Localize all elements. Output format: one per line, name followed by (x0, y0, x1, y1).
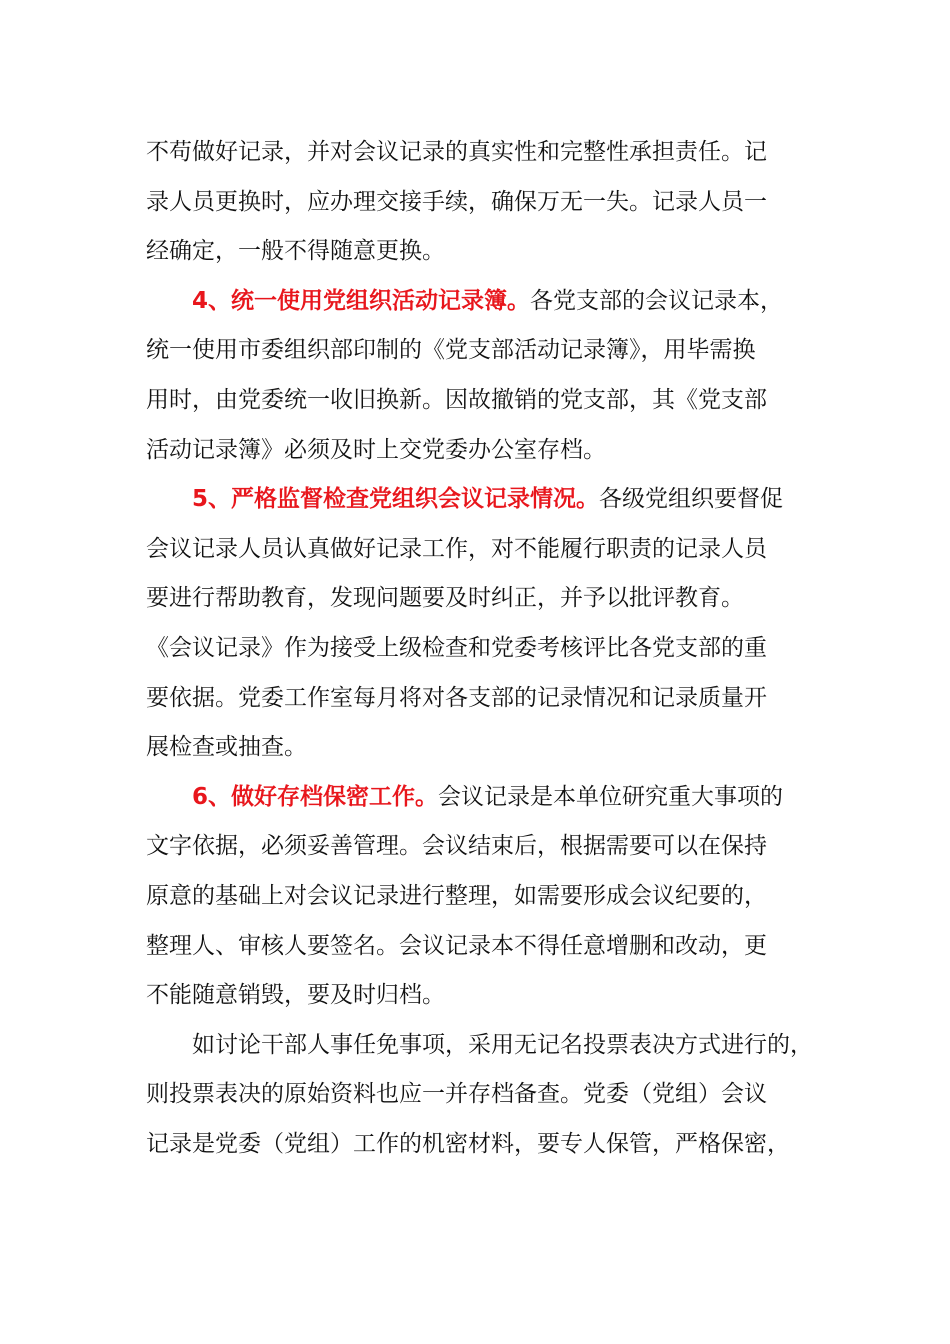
text-line: 用时，由党委统一收旧换新。因故撤销的党支部，其《党支部 (146, 386, 767, 413)
text-line: 要依据。党委工作室每月将对各支部的记录情况和记录质量开 (146, 684, 767, 711)
text-line: 《会议记录》作为接受上级检查和党委考核评比各党支部的重 (146, 634, 767, 661)
section-5-first-line (146, 475, 814, 525)
section-5-text: 各级党组织要督促 (599, 486, 784, 513)
section-5-heading: 5、严格监督检查党组织会议记录情况。 (192, 486, 600, 513)
paragraph-first-line: 如讨论干部人事任免事项，采用无记名投票表决方式进行的， (192, 1031, 813, 1058)
text-line: 文字依据，必须妥善管理。会议结束后，根据需要可以在保持 (146, 833, 767, 860)
text-line: 活动记录簿》必须及时上交党委办公室存档。 (146, 436, 606, 463)
text-line: 统一使用市委组织部印制的《党支部活动记录簿》，用毕需换 (146, 337, 756, 364)
section-6-heading: 6、做好存档保密工作。 (192, 783, 439, 810)
text-line: 会议记录人员认真做好记录工作，对不能履行职责的记录人员 (146, 535, 767, 562)
text-line: 原意的基础上对会议记录进行整理，如需要形成会议纪要的， (146, 882, 767, 909)
section-4-text: 各党支部的会议记录本， (530, 287, 784, 314)
text-line: 不苟做好记录，并对会议记录的真实性和完整性承担责任。记 (146, 139, 767, 165)
text-line: 则投票表决的原始资料也应一并存档备查。党委（党组）会议 (146, 1081, 767, 1108)
section-4-first-line (146, 277, 814, 327)
text-line: 不能随意销毁，要及时归档。 (146, 982, 445, 1009)
text-line: 整理人、审核人要签名。会议记录本不得任意增删和改动，更 (146, 932, 767, 959)
text-line: 要进行帮助教育，发现问题要及时纠正，并予以批评教育。 (146, 585, 744, 612)
text-line: 经确定，一般不得随意更换。 (146, 238, 445, 265)
section-6-first-line (146, 773, 814, 823)
text-line: 录人员更换时，应办理交接手续，确保万无一失。记录人员一 (146, 188, 767, 215)
section-4-heading: 4、统一使用党组织活动记录簿。 (192, 287, 531, 314)
document-body (146, 128, 814, 1169)
text-line: 记录是党委（党组）工作的机密材料，要专人保管，严格保密， (146, 1130, 790, 1157)
section-6-text: 会议记录是本单位研究重大事项的 (438, 783, 784, 810)
text-line: 展检查或抽查。 (146, 734, 307, 761)
